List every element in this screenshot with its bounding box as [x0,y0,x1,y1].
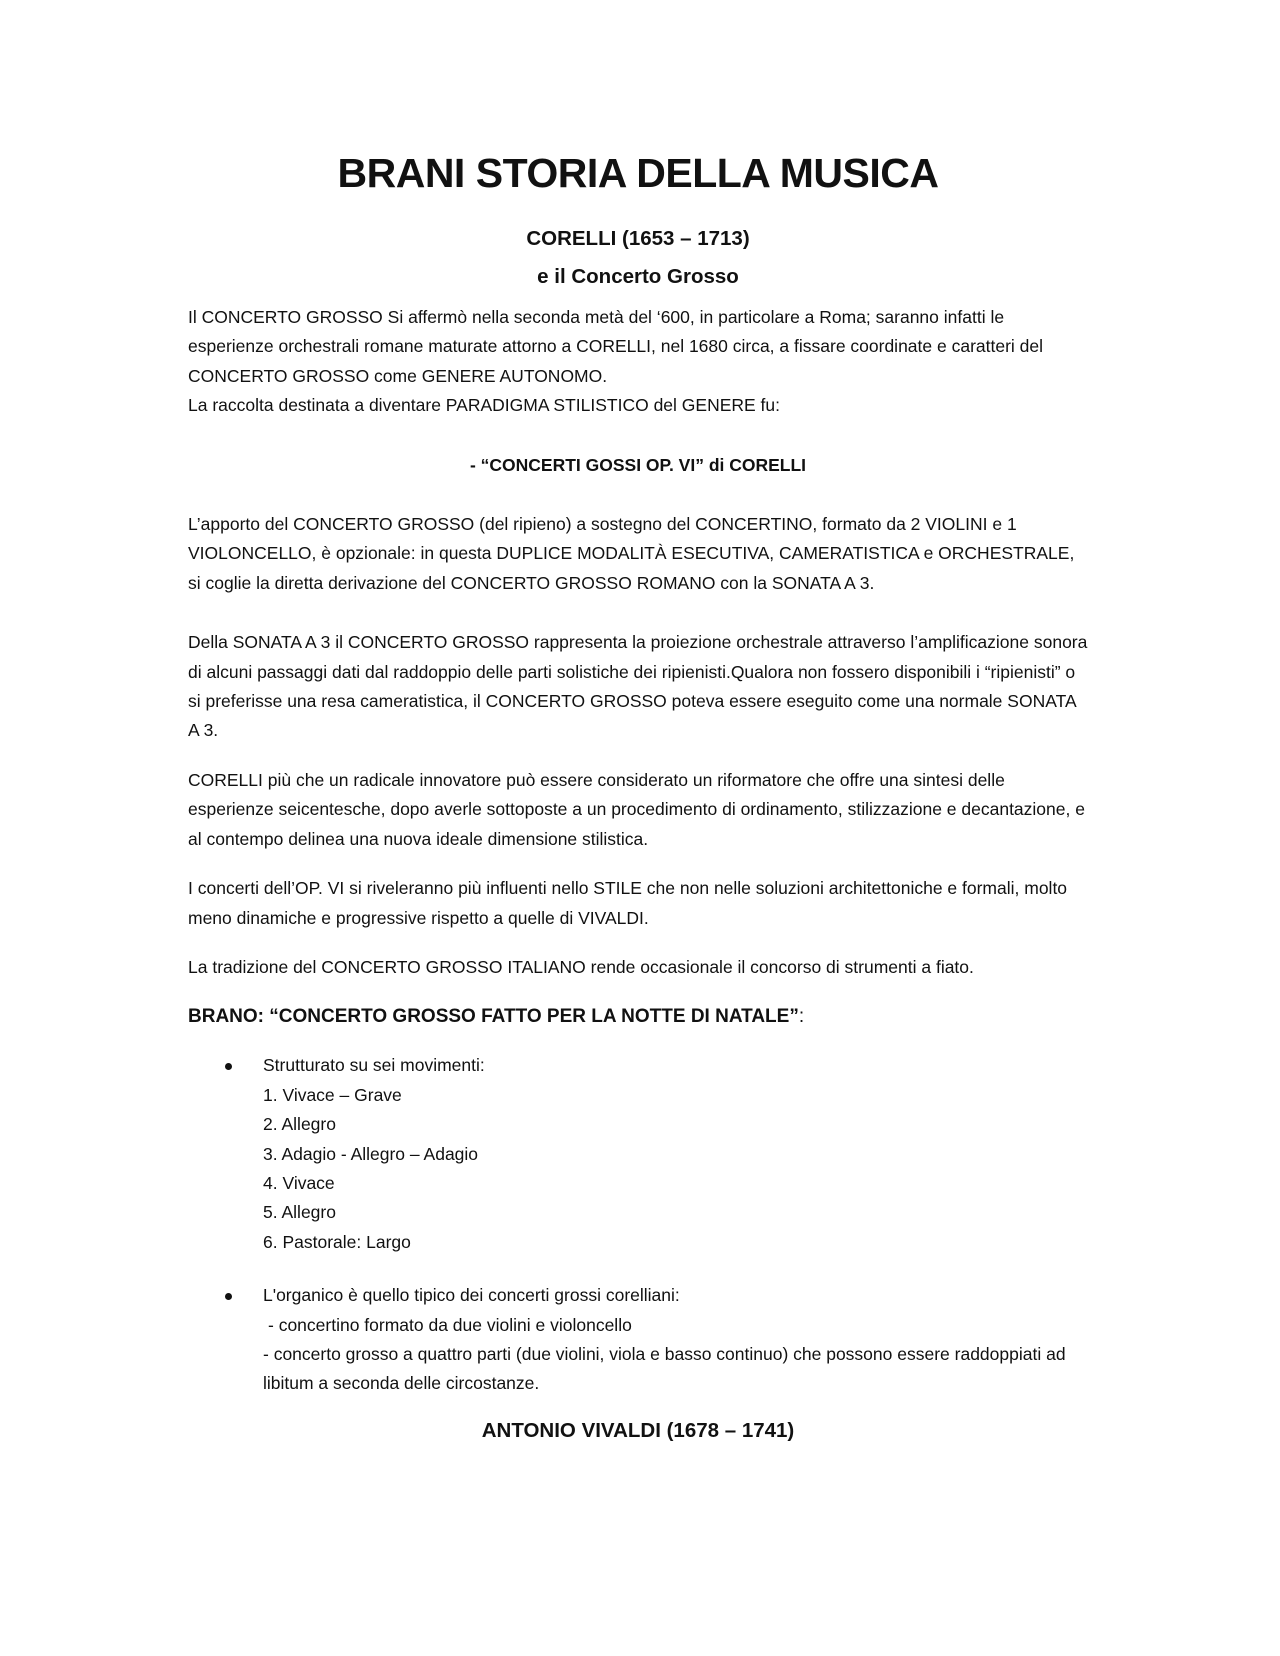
movimenti-intro: Strutturato su sei movimenti: [263,1055,485,1076]
bullet-dot-icon [225,1063,232,1070]
bullet-dot-icon [225,1293,232,1300]
vivaldi-heading: ANTONIO VIVALDI (1678 – 1741) [481,1418,795,1442]
organico-intro: L'organico è quello tipico dei concerti grossi corelliani: [263,1285,680,1306]
organico-concertino: - concertino formato da due violini e violoncello [268,1314,632,1335]
corelli-heading: CORELLI (1653 – 1713) [526,227,750,250]
brano-bullet-list [188,1051,1088,1398]
intro-paragraph: Il CONCERTO GROSSO Si affermò nella seconda metà del ‘600, in particolare a Roma; saranno infatti le esperienze orchestrali romane maturate attorno a CORELLI, nel 1680 circa, a fissare coordinate e caratteri del CONCERTO GROSSO come GENERE AUTONOMO. [188,307,1044,386]
concerto-grosso-subheading: e il Concerto Grosso [537,265,739,288]
brano-title: BRANO: “CONCERTO GROSSO FATTO PER LA NOTTE DI NATALE” [188,1006,799,1028]
brano-heading [188,1002,1088,1031]
movement-6: 6. Pastorale: Largo [263,1231,411,1252]
brano-colon: : [798,1006,805,1028]
document-title: BRANI STORIA DELLA MUSICA [337,150,939,196]
intro-paradigma-line: La raccolta destinata a diventare PARADIGMA STILISTICO del GENERE fu: [188,395,781,416]
movement-5: 5. Allegro [263,1202,336,1223]
document-page [188,150,1088,1443]
list-item-organico [188,1281,1088,1399]
movement-4: 4. Vivace [263,1172,335,1193]
movement-2: 2. Allegro [263,1114,336,1135]
movement-1: 1. Vivace – Grave [263,1084,402,1105]
concerti-grossi-op6-title: - “CONCERTI GOSSI OP. VI” di CORELLI [469,454,807,475]
paragraph-corelli-riformatore: CORELLI più che un radicale innovatore può essere considerato un riformatore che offre una sintesi delle esperienze seicentesche, dopo averle sottoposte a un procedimento di ordinamento, stilizzazione e decantazione, e al contempo delinea una nuova ideale dimensione stilistica. [188,769,1085,849]
list-item-movimenti [188,1051,1088,1257]
paragraph-apporto: L’apporto del CONCERTO GROSSO (del ripieno) a sostegno del CONCERTINO, formato da 2 VIOLINI e 1 VIOLONCELLO, è opzionale: in questa DUPLICE MODALITÀ ESECUTIVA, CAMERATISTICA e ORCHESTRALE, si coglie la diretta derivazione del CONCERTO GROSSO ROMANO con la SONATA A 3. [188,514,1075,593]
paragraph-op6-stile: I concerti dell’OP. VI si riveleranno più influenti nello STILE che non nelle soluzioni architettoniche e formali, molto meno dinamiche e progressive rispetto a quelle di VIVALDI. [188,878,1068,928]
movement-3: 3. Adagio - Allegro – Adagio [263,1143,479,1164]
paragraph-sonata-a-3: Della SONATA A 3 il CONCERTO GROSSO rappresenta la proiezione orchestrale attraverso l’amplificazione sonora di alcuni passaggi dati dal raddoppio delle parti solistiche dei ripienisti.Qualora non fossero disponibili i “ripienisti” o si preferisse una resa cameratistica, il CONCERTO GROSSO poteva essere eseguito come una normale SONATA A 3. [188,632,1088,741]
organico-concerto-grosso: - concerto grosso a quattro parti (due violini, viola e basso continuo) che possono essere raddoppiati ad libitum a seconda delle circostanze. [263,1343,1066,1394]
paragraph-strumenti-fiato: La tradizione del CONCERTO GROSSO ITALIANO rende occasionale il concorso di strumenti a fiato. [188,956,974,977]
